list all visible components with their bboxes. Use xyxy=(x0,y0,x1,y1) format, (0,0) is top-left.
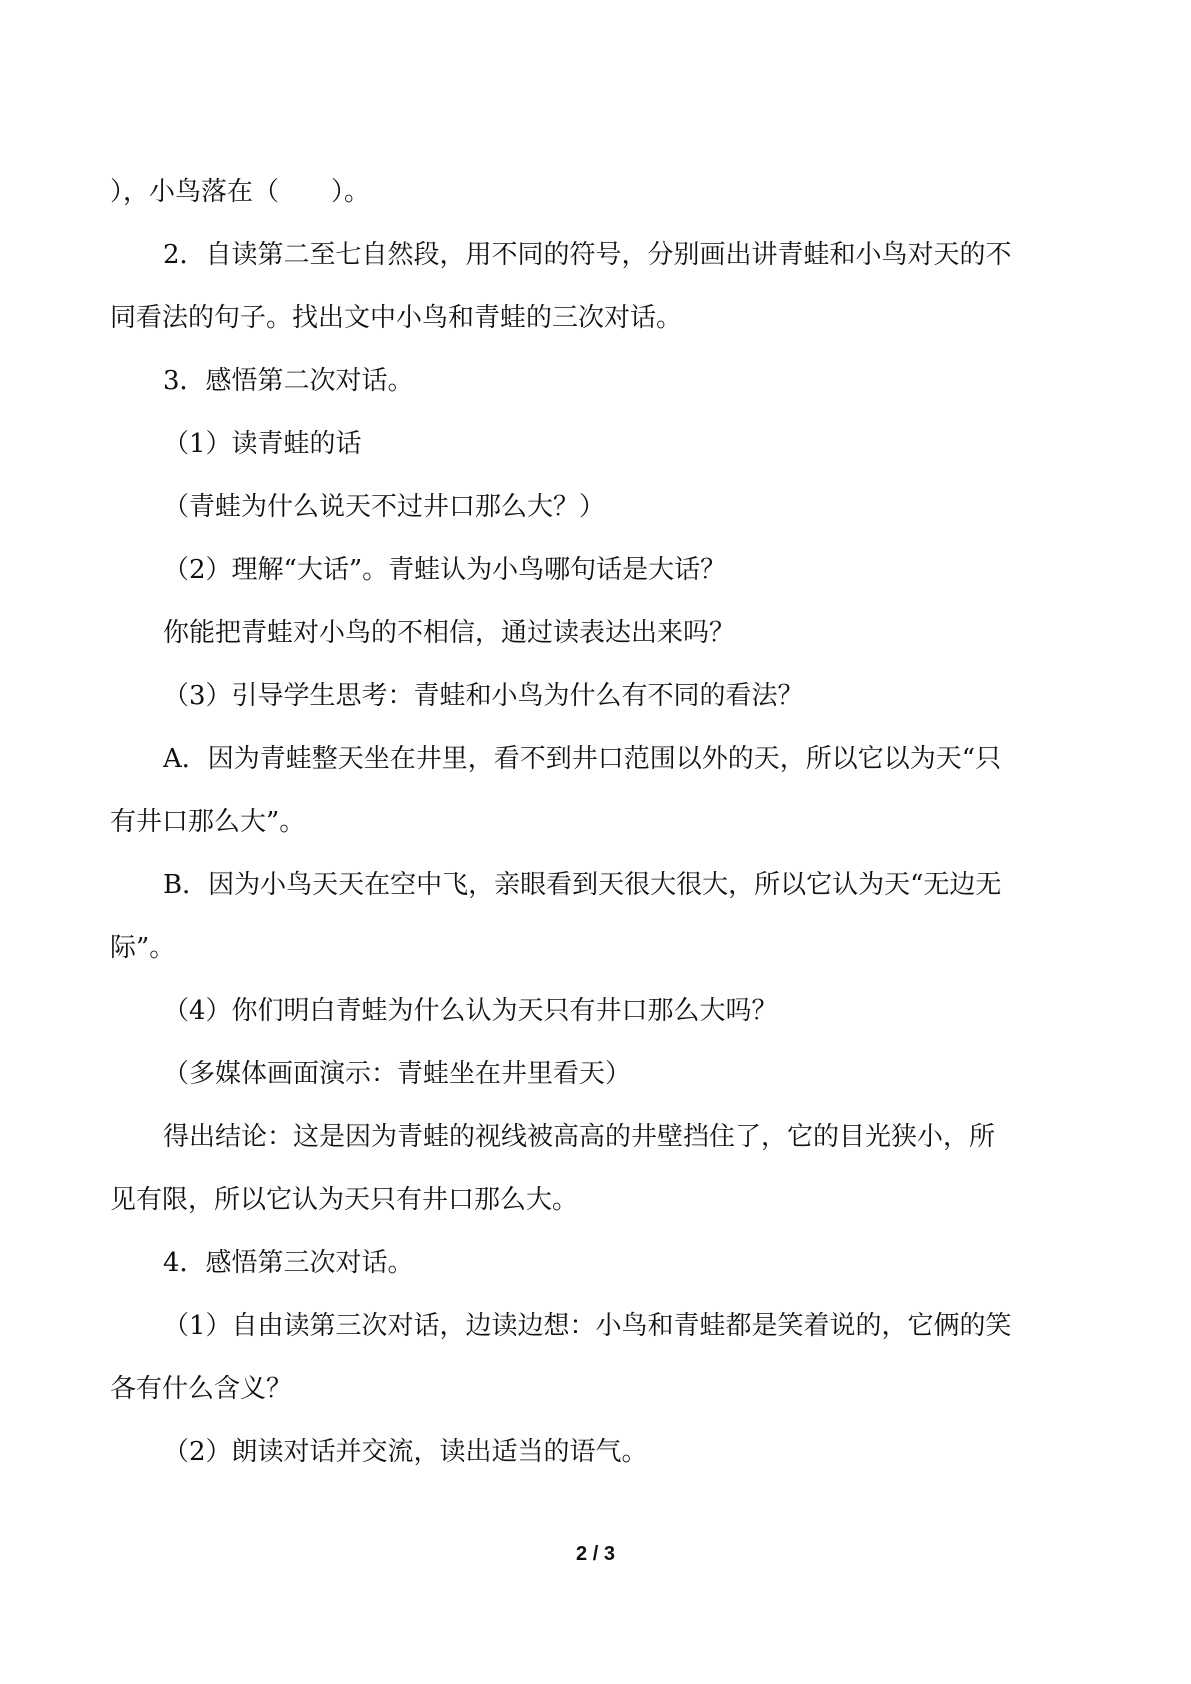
text-line-16: 得出结论：这是因为青蛙的视线被高高的井壁挡住了，它的目光狭小，所 xyxy=(163,1122,996,1152)
text-line-6: （青蛙为什么说天不过井口那么大？） xyxy=(163,492,606,522)
text-line-19: （1）自由读第三次对话，边读边想：小鸟和青蛙都是笑着说的，它俩的笑 xyxy=(163,1311,1012,1341)
text-line-18: 4．感悟第三次对话。 xyxy=(163,1248,414,1278)
text-line-20: 各有什么含义？ xyxy=(110,1374,293,1404)
text-line-9: （3）引导学生思考：青蛙和小鸟为什么有不同的看法？ xyxy=(163,681,804,711)
text-line-3: 同看法的句子。找出文中小鸟和青蛙的三次对话。 xyxy=(110,303,683,333)
page-number: 2 / 3 xyxy=(576,1543,615,1565)
text-line-7: （2）理解“大话”。青蛙认为小鸟哪句话是大话？ xyxy=(163,555,727,585)
text-line-15: （多媒体画面演示：青蛙坐在井里看天） xyxy=(163,1059,632,1089)
text-line-2: 2．自读第二至七自然段，用不同的符号，分别画出讲青蛙和小鸟对天的不 xyxy=(163,240,1012,270)
text-line-12: B．因为小鸟天天在空中飞，亲眼看到天很大很大，所以它认为天“无边无 xyxy=(163,870,1002,900)
text-line-4: 3．感悟第二次对话。 xyxy=(163,366,414,396)
text-line-13: 际”。 xyxy=(110,933,176,963)
text-line-8: 你能把青蛙对小鸟的不相信，通过读表达出来吗？ xyxy=(163,618,736,648)
text-line-11: 有井口那么大”。 xyxy=(110,807,306,837)
text-line-17: 见有限，所以它认为天只有井口那么大。 xyxy=(110,1185,579,1215)
text-line-14: （4）你们明白青蛙为什么认为天只有井口那么大吗？ xyxy=(163,996,778,1026)
text-line-10: A．因为青蛙整天坐在井里，看不到井口范围以外的天，所以它以为天“只 xyxy=(163,744,1002,774)
text-line-21: （2）朗读对话并交流，读出适当的语气。 xyxy=(163,1437,648,1467)
text-line-5: （1）读青蛙的话 xyxy=(163,429,362,459)
text-line-1: ），小鸟落在（ ）。 xyxy=(110,177,371,207)
